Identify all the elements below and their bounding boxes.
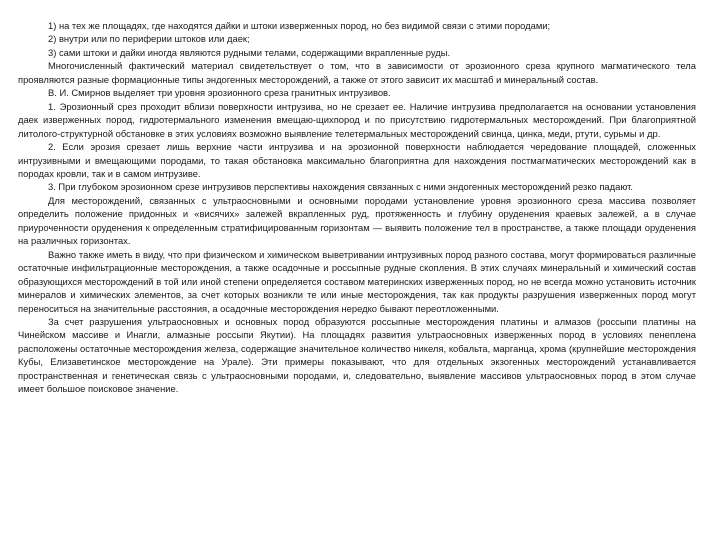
list-item-3: 3) сами штоки и дайки иногда являются рудными телами, содержащими вкрапленные руды. [48, 46, 451, 58]
paragraph-level-2: 2. Если эрозия срезает лишь верхние части интрузива и на эрозионной поверхности наблюдается чередование площадей, сложенных интрузивными и вмещающими породами, то такая обстановка максимально благоприятна для нахождения постмагматических месторождений как в породах кровли, так и в самом интрузиве. [18, 141, 696, 179]
paragraph-smirnov: В. И. Смирнов выделяет три уровня эрозионного среза гранитных интрузивов. [48, 87, 391, 99]
list-item-1: 1) на тех же площадях, где находятся дайки и штоки изверженных пород, но без видимой связи с этими породами; [48, 20, 551, 31]
paragraph-erosion-level: Многочисленный фактический материал свидетельствует о том, что в зависимости от эрозионного среза крупного магматического тела проявляются разные формационные типы эндогенных месторождений, а также от этого зависит их масштаб и минеральный состав. [18, 60, 696, 85]
paragraph-level-1: 1. Эрозионный срез проходит вблизи поверхности интрузива, но не срезает ее. Наличие интрузива предполагается на основании установления даек изверженных пород, гидротермального изменения вмещаю-щихпород и по присутствию гидротермальных месторождений. При благоприятной литолого-структурной обстановке в этих условиях возможно выявление телетермальных месторождений свинца, цинка, меди, ртути, сурьмы и др. [18, 100, 696, 139]
document-page [18, 19, 696, 396]
paragraph-level-3: 3. При глубоком эрозионном срезе интрузивов перспективы нахождения связанных с ними эндогенных месторождений резко падают. [48, 181, 634, 193]
paragraph-placers: За счет разрушения ультраосновных и основных пород образуются россыпные месторождения платины и алмазов (россыпи платины на Чинейском массиве и Инагли, алмазные россыпи Якутии). На площадях развития ультраосновных изверженных пород в условиях пенеплена расположены остаточные месторождения железа, содержащие значительное количество никеля, кобальта, марганца, хрома (крупнейшие месторождения Кубы, Елизаветинское месторождение на Урале). Эти примеры показывают, что для отдельных экзогенных месторождений устанавливается пространственная и генетическая связь с ультраосновными породами, и, следовательно, выявление массивов ультраосновных пород в этом случае имеет большое поисковое значение. [18, 315, 696, 395]
paragraph-weathering: Важно также иметь в виду, что при физическом и химическом выветривании интрузивных пород разного состава, могут формироваться различные остаточные инфильтрационные месторождения, а также осадочные и россыпные рудные скопления. В этих случаях минеральный и химический состав образующихся месторождений в той или иной степени определяется составом материнских изверженных пород, но не всегда можно установить источник минералов и химических элементов, за счет которых возникли те или иные месторождения, так как продукты разрушения изверженных пород могут переноситься на значительные расстояния, а осадочные месторождения нередко бывают переотложенными. [18, 248, 696, 314]
list-item-2: 2) внутри или по периферии штоков или даек; [48, 33, 250, 45]
paragraph-ultrabasic: Для месторождений, связанных с ультраосновными и основными породами установление уровня эрозионного среза массива позволяет определить положение придонных и «висячих» залежей вкрапленных руд, протяженность и глубину оруденения краевых залежей, а в случае приуроченности оруденения к определенным стратифицированным горизонтам — выявить положение тел в пространстве, а также площади оруденения на различных горизонтах. [18, 194, 696, 247]
